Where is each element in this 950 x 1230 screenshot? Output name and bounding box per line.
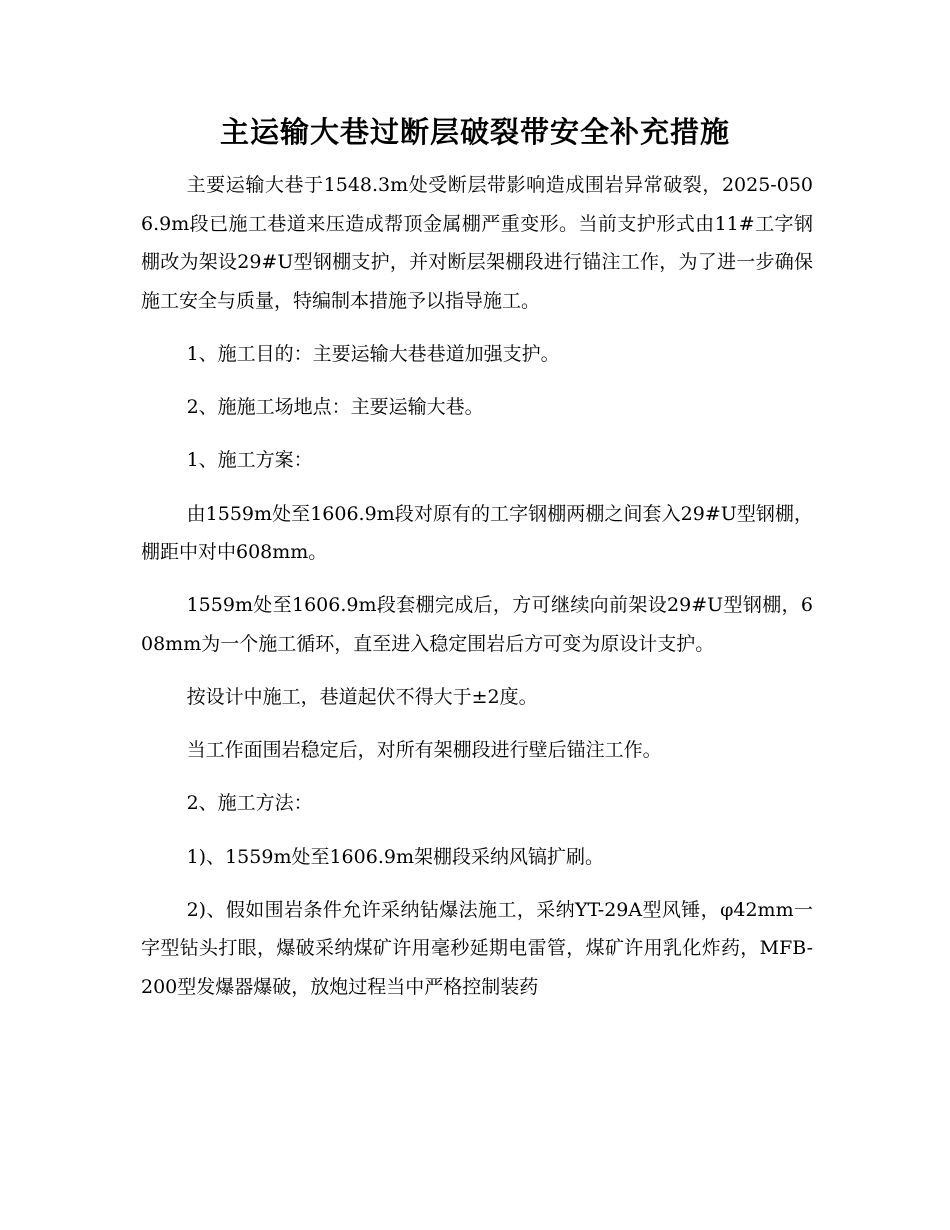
paragraph-plan-4: 当工作面围岩稳定后，对所有架棚段进行壁后锚注工作。 xyxy=(186,739,662,762)
paragraph-method-heading: 2、施工方法： xyxy=(186,792,313,815)
paragraph-plan-3: 按设计中施工，巷道起伏不得大于±2度。 xyxy=(186,686,538,709)
paragraph-purpose: 1、施工目的：主要运输大巷巷道加强支护。 xyxy=(186,342,560,365)
paragraph-plan-heading: 1、施工方案： xyxy=(186,449,313,472)
paragraph-plan-1: 由1559m处至1606.9m段对原有的工字钢棚两棚之间套入29#U型钢棚，棚距中对中608mm。 xyxy=(141,502,813,564)
paragraph-method-2: 2)、假如围岩条件允许采纳钻爆法施工，采纳YT-29A型风锤，φ42mm一字型钻头打眼，爆破采纳煤矿许用毫秒延期电雷管，煤矿许用乳化炸药，MFB-200型发爆器爆破，放炮过程当中严格控制装药 xyxy=(141,898,813,999)
paragraph-intro: 主要运输大巷于1548.3m处受断层带影响造成围岩异常破裂，2025-0506.9m段已施工巷道来压造成帮顶金属棚严重变形。当前支护形式由11#工字钢棚改为架设29#U型钢棚支护，并对断层架棚段进行锚注工作，为了进一步确保施工安全与质量，特编制本措施予以指导施工。 xyxy=(141,174,813,312)
paragraph-plan-2: 1559m处至1606.9m段套棚完成后，方可继续向前架设29#U型钢棚，608mm为一个施工循环，直至进入稳定围岩后方可变为原设计支护。 xyxy=(141,594,813,655)
paragraph-location: 2、施施工场地点：主要运输大巷。 xyxy=(186,396,484,419)
document-title: 主运输大巷过断层破裂带安全补充措施 xyxy=(219,115,730,149)
paragraph-method-1: 1)、1559m处至1606.9m架棚段采纳风镐扩刷。 xyxy=(186,845,604,868)
document-body xyxy=(141,166,813,1021)
